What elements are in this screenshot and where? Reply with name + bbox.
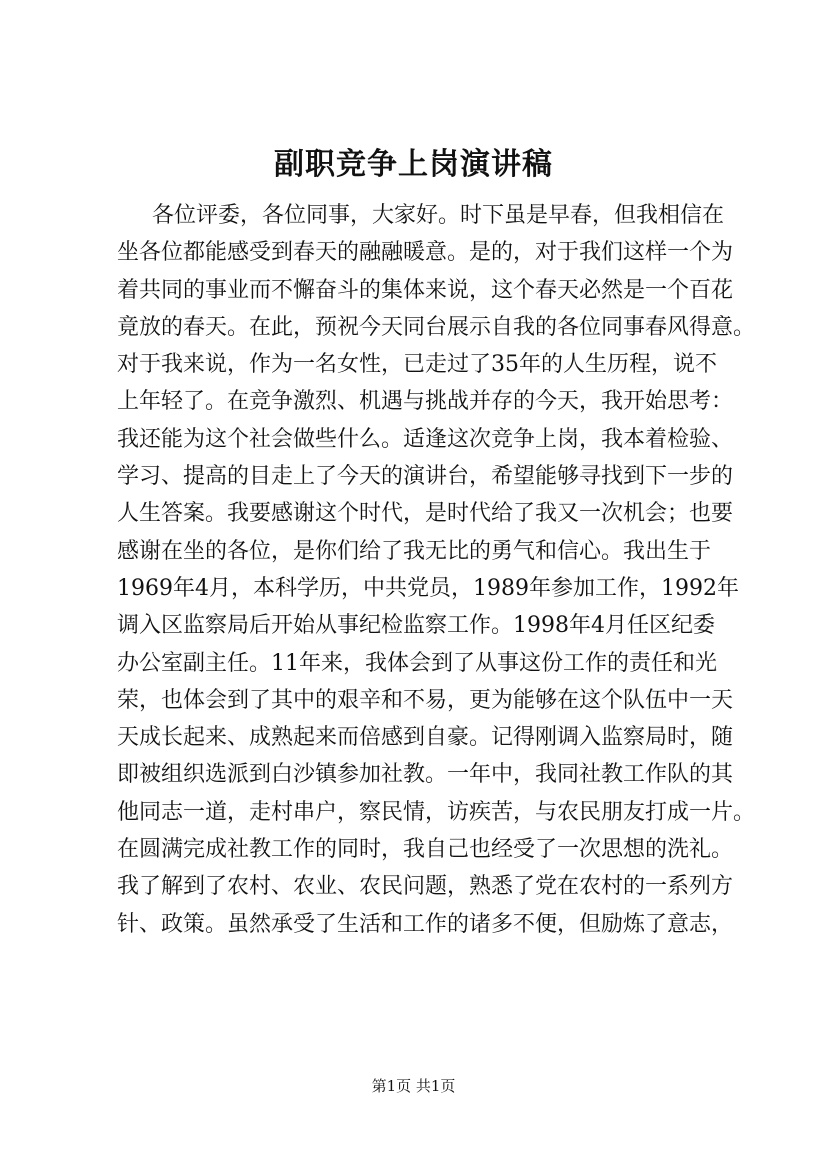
body-line: 我了解到了农村、农业、农民问题，熟悉了党在农村的一系列方 (117, 874, 734, 900)
document-title: 副职竞争上岗演讲稿 (274, 147, 553, 182)
body-line: 竟放的春天。在此，预祝今天同台展示自我的各位同事春风得意。 (117, 314, 756, 340)
body-line: 他同志一道，走村串户，察民情，访疾苦，与农民朋友打成一片。 (117, 799, 756, 825)
body-line: 感谢在坐的各位，是你们给了我无比的勇气和信心。我出生于 (117, 538, 712, 564)
body-line: 调入区监察局后开始从事纪检监察工作。1998年4月任区纪委 (117, 613, 715, 639)
body-line: 着共同的事业而不懈奋斗的集体来说，这个春天必然是一个百花 (117, 277, 734, 303)
body-line: 即被组织选派到白沙镇参加社教。一年中，我同社教工作队的其 (117, 762, 734, 788)
page-number-footer: 第1页 共1页 (371, 1077, 456, 1095)
body-line: 我还能为这个社会做些什么。适逢这次竞争上岗，我本着检验、 (117, 426, 734, 452)
body-line: 坐各位都能感受到春天的融融暖意。是的，对于我们这样一个为 (117, 240, 734, 266)
body-line: 办公室副主任。11年来，我体会到了从事这份工作的责任和光 (117, 650, 717, 676)
document-body (117, 197, 756, 943)
body-line: 对于我来说，作为一名女性，已走过了35年的人生历程，说不 (117, 352, 717, 378)
body-line: 1969年4月，本科学历，中共党员，1989年参加工作，1992年 (117, 575, 739, 601)
body-line: 学习、提高的目走上了今天的演讲台，希望能够寻找到下一步的 (117, 464, 734, 490)
body-line: 上年轻了。在竞争激烈、机遇与挑战并存的今天，我开始思考： (117, 389, 734, 415)
body-line: 在圆满完成社教工作的同时，我自己也经受了一次思想的洗礼。 (117, 837, 734, 863)
body-line: 人生答案。我要感谢这个时代，是时代给了我又一次机会；也要 (117, 501, 734, 527)
body-line: 天成长起来、成熟起来而倍感到自豪。记得刚调入监察局时，随 (117, 725, 734, 751)
body-line: 各位评委，各位同事，大家好。时下虽是早春，但我相信在 (152, 203, 725, 228)
body-line: 针、政策。虽然承受了生活和工作的诸多不便，但励炼了意志， (117, 911, 734, 937)
body-line: 荣，也体会到了其中的艰辛和不易，更为能够在这个队伍中一天 (117, 687, 734, 713)
